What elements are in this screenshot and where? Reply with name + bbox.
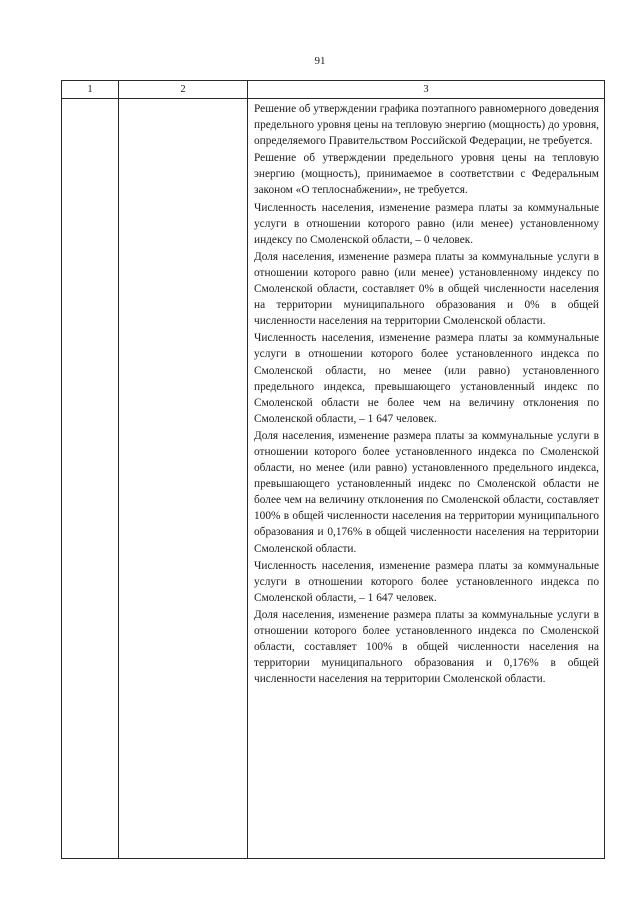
paragraph-share-equal-index: Доля населения, изменение размера платы за коммунальные услуги в отношении которого равно (или менее) установленному индексу по Смоленской области, составляет 0% в общей численности населения на территории муниципального образования и 0% в общей численности населения на территории Смоленской области. [254, 250, 599, 328]
document-table [61, 80, 605, 859]
column-header-3: 3 [248, 81, 605, 99]
paragraph-price-level-decision: Решение об утверждении предельного уровня цены на тепловую энергию (мощность), принимаемое в соответствии с Федеральным законом «О теплоснабжении», не требуется. [254, 152, 599, 197]
column-header-2: 2 [119, 81, 248, 99]
page-number: 91 [314, 55, 326, 67]
paragraph-population-above-index: Численность населения, изменение размера платы за коммунальные услуги в отношении которого более установленного индекса по Смоленской области, – 1 647 человек. [254, 559, 599, 604]
cell-column-1 [62, 99, 119, 859]
table-row [62, 99, 605, 859]
paragraph-population-within-limit: Численность населения, изменение размера платы за коммунальные услуги в отношении которого более установленного индекса по Смоленской области, но менее (или равно) установленного предельного индекса, превышающего установленный индекс по Смоленской области не более чем на величину отклонения по Смоленской области, – 1 647 человек. [254, 332, 599, 425]
table-header-row [62, 81, 605, 99]
paragraph-schedule-decision: Решение об утверждении графика поэтапного равномерного доведения предельного уровня цены на тепловую энергию (мощность) до уровня, определяемого Правительством Российской Федерации, не требуется. [254, 103, 599, 148]
paragraph-share-within-limit: Доля населения, изменение размера платы за коммунальные услуги в отношении которого более установленного индекса по Смоленской области, но менее (или равно) установленного предельного индекса, превышающего установленный индекс по Смоленской области не более чем на величину отклонения по Смоленской области, составляет 100% в общей численности населения на территории муниципального образования и 0,176% в общей численности населения на территории Смоленской области. [254, 429, 599, 555]
cell-column-3 [248, 99, 605, 859]
paragraph-population-equal-index: Численность населения, изменение размера платы за коммунальные услуги в отношении которого равно (или менее) установленному индексу по Смоленской области, – 0 человек. [254, 201, 599, 246]
paragraph-share-above-index: Доля населения, изменение размера платы за коммунальные услуги в отношении которого более установленного индекса по Смоленской области, составляет 100% в общей численности населения на территории муниципального образования и 0,176% в общей численности населения на территории Смоленской области. [254, 608, 599, 686]
cell-column-2 [119, 99, 248, 859]
column-header-1: 1 [62, 81, 119, 99]
